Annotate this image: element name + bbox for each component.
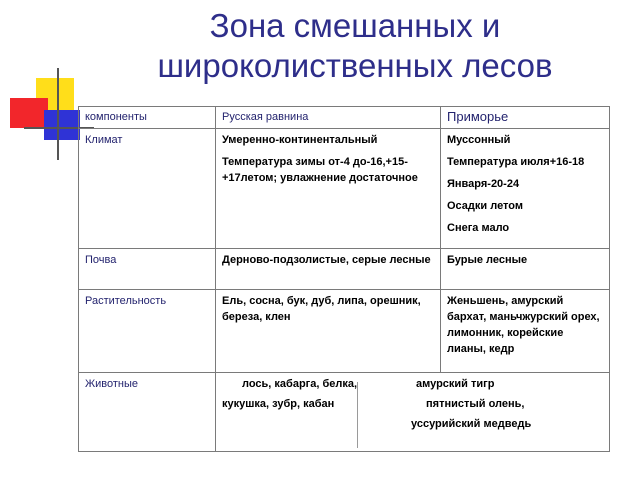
table-row-soil <box>79 249 610 290</box>
vegetation-russian-plain: Ель, сосна, бук, дуб, липа, орешник, береза, клен <box>216 290 441 373</box>
header-primorye: Приморье <box>441 107 610 129</box>
forest-zone-table <box>78 106 610 452</box>
climate-primorye-january: Января-20-24 <box>447 178 520 190</box>
header-russian-plain: Русская равнина <box>216 107 441 129</box>
vegetation-primorye: Женьшень, амурский бархат, маньчжурский орех, лимонник, корейские лианы, кедр <box>441 290 610 373</box>
climate-primorye <box>441 129 610 249</box>
red-square <box>10 98 48 128</box>
climate-primorye-precip: Осадки летом <box>447 200 524 212</box>
table-row-animals <box>79 373 610 452</box>
table-row-vegetation <box>79 290 610 373</box>
animals-russian-line-1: лось, кабарга, белка, <box>242 378 358 390</box>
soil-primorye: Бурые лесные <box>441 249 610 290</box>
animals-primorye-line-2: пятнистый олень, <box>426 398 525 410</box>
table-row-climate <box>79 129 610 249</box>
slide-title <box>120 6 590 86</box>
animals-primorye-line-1: амурский тигр <box>416 378 495 390</box>
soil-russian-plain: Дерново-подзолистые, серые лесные <box>216 249 441 290</box>
climate-russian-details: Температура зимы от-4 до-16,+15-+17летом; увлажнение достаточное <box>222 156 418 184</box>
header-components: компоненты <box>79 107 216 129</box>
animals-content <box>222 376 603 448</box>
title-line-1: Зона смешанных и <box>209 7 501 44</box>
climate-primorye-snow: Снега мало <box>447 222 510 234</box>
label-vegetation: Растительность <box>79 290 216 373</box>
climate-primorye-type: Муссонный <box>447 134 511 146</box>
climate-primorye-july: Температура июля+16-18 <box>447 156 585 168</box>
table-header-row <box>79 107 610 129</box>
animals-cell <box>216 373 610 452</box>
animals-thin-line <box>357 382 358 448</box>
climate-russian-plain <box>216 129 441 249</box>
blue-square <box>44 110 80 140</box>
animals-russian-line-2: кукушка, зубр, кабан <box>222 398 335 410</box>
climate-russian-type: Умеренно-континентальный <box>222 134 378 146</box>
vertical-line <box>57 68 59 160</box>
label-climate: Климат <box>79 129 216 249</box>
title-line-2: широколиственных лесов <box>157 47 553 84</box>
label-animals: Животные <box>79 373 216 452</box>
label-soil: Почва <box>79 249 216 290</box>
animals-primorye-line-3: уссурийский медведь <box>411 418 532 430</box>
